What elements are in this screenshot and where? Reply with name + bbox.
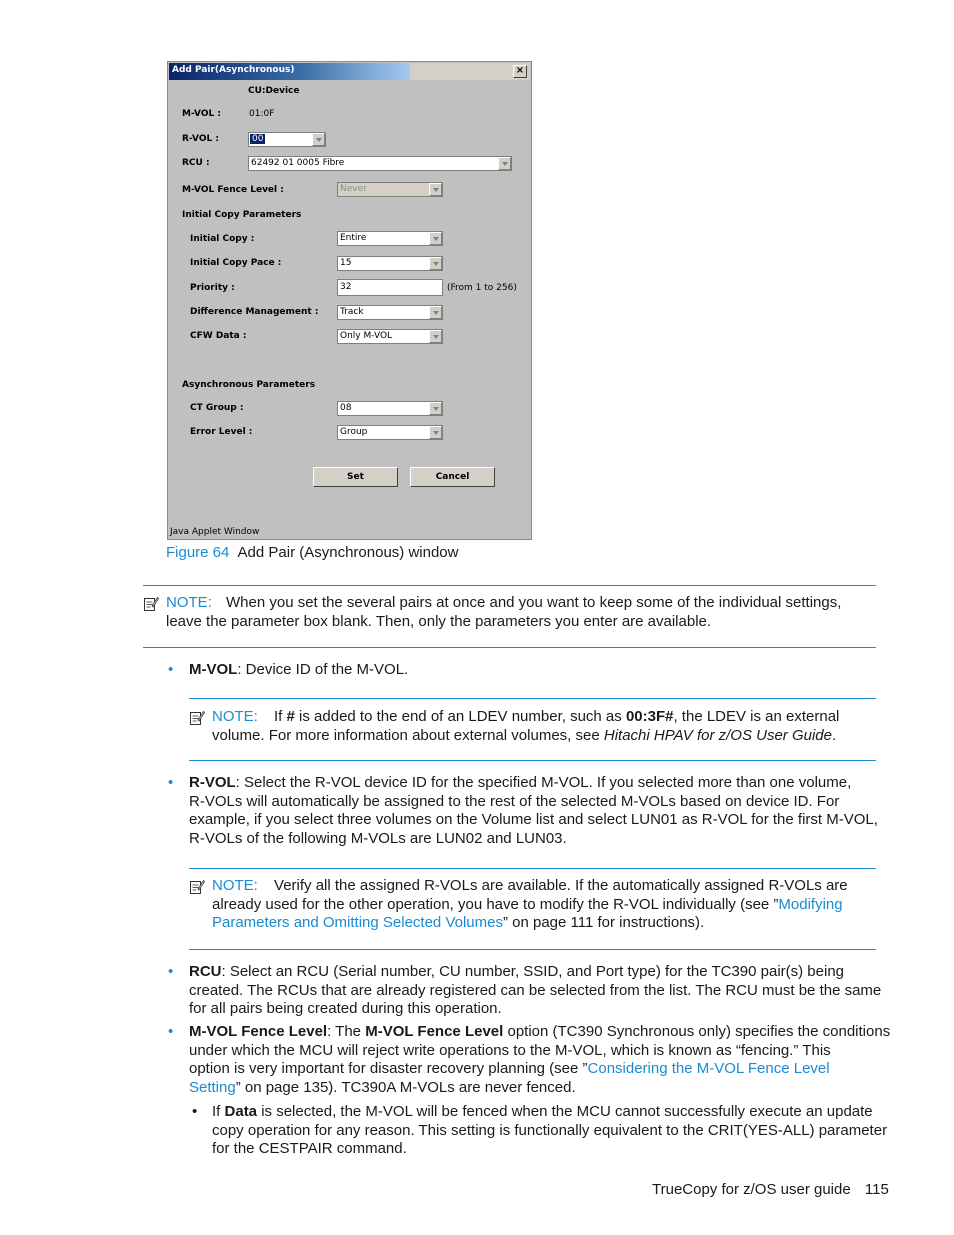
dialog-title: Add Pair(Asynchronous) xyxy=(172,65,295,75)
difference-management-select[interactable]: Track xyxy=(337,305,443,320)
fence-level-select[interactable]: Never xyxy=(337,182,443,197)
sub-bullet-glyph: • xyxy=(192,1103,198,1120)
initial-copy-label: Initial Copy : xyxy=(190,234,255,244)
cu-device-label: CU:Device xyxy=(248,86,300,96)
initial-copy-pace-select[interactable]: 15 xyxy=(337,256,443,271)
dialog-titlebar xyxy=(169,63,530,80)
ct-group-label: CT Group : xyxy=(190,403,244,413)
cfw-data-select[interactable]: Only M-VOL xyxy=(337,329,443,344)
mvol-label: M-VOL : xyxy=(182,109,221,119)
link-considering-fence-level-cont[interactable]: Setting xyxy=(189,1079,236,1097)
note-rule-top xyxy=(143,585,876,586)
bullet-glyph: • xyxy=(168,1023,174,1040)
list-item-rvol: R-VOL: Select the R-VOL device ID for the specified M-VOL. If you selected more than one volume, R-VOLs will automatically be assigned to the rest of the selected M-VOLs based on device ID. For example, if you select three volumes on the Volume list and select LUN01 as R-VOL for the first M-VOL, R-VOLs of the following M-VOLs are LUN02 and LUN03. xyxy=(189,774,878,848)
list-item-rcu: RCU: Select an RCU (Serial number, CU number, SSID, and Port type) for the TC390 pair(s) being created. The RCUs that are already registered can be selected from the list. The RCU must be the same for all pairs being created during this operation. xyxy=(189,963,882,1018)
note-label: NOTE: xyxy=(166,594,212,611)
initial-copy-pace-label: Initial Copy Pace : xyxy=(190,258,282,268)
note-rule-bottom xyxy=(143,647,876,648)
note-1: NOTE: When you set the several pairs at once and you want to keep some of the individual settings, leave the parameter box blank. Then, only the parameters you enter are available. xyxy=(166,594,842,630)
close-icon[interactable]: × xyxy=(513,65,527,78)
note-rule-top xyxy=(189,868,876,869)
initial-copy-select[interactable]: Entire xyxy=(337,231,443,246)
error-level-label: Error Level : xyxy=(190,427,253,437)
rvol-label: R-VOL : xyxy=(182,134,219,144)
error-level-select[interactable]: Group xyxy=(337,425,443,440)
chevron-down-icon[interactable] xyxy=(429,183,442,196)
note-icon xyxy=(143,596,159,612)
chevron-down-icon[interactable] xyxy=(498,157,511,170)
page-footer xyxy=(652,1181,889,1198)
add-pair-async-dialog xyxy=(167,61,532,540)
link-considering-fence-level[interactable]: Considering the M-VOL Fence Level xyxy=(587,1060,830,1078)
rcu-label: RCU : xyxy=(182,158,210,168)
mvol-value: 01:0F xyxy=(249,109,275,119)
initial-copy-params-heading: Initial Copy Parameters xyxy=(182,210,302,220)
note-icon xyxy=(189,879,205,895)
note-icon xyxy=(189,710,205,726)
difference-management-label: Difference Management : xyxy=(190,307,319,317)
set-button[interactable]: Set xyxy=(313,467,398,487)
chevron-down-icon[interactable] xyxy=(429,426,442,439)
page-number: 115 xyxy=(864,1181,889,1198)
footer-title: TrueCopy for z/OS user guide xyxy=(652,1181,851,1198)
rvol-select[interactable]: 00 xyxy=(248,132,326,147)
link-modifying-parameters[interactable]: Modifying xyxy=(778,895,843,913)
note-label: NOTE: xyxy=(212,877,258,894)
chevron-down-icon[interactable] xyxy=(429,257,442,270)
figure-label: Figure 64 xyxy=(166,544,230,561)
cfw-data-label: CFW Data : xyxy=(190,331,247,341)
priority-label: Priority : xyxy=(190,283,235,293)
list-item-mvol: M-VOL: Device ID of the M-VOL. xyxy=(189,661,409,678)
list-item-data: If Data is selected, the M-VOL will be fenced when the MCU cannot successfully execute an update copy operation for any reason. This setting is functionally equivalent to the CRIT(YES-ALL) parameter for the CESTPAIR command. xyxy=(212,1103,888,1158)
bullet-glyph: • xyxy=(168,963,174,980)
note-3: NOTE: Verify all the assigned R-VOLs are available. If the automatically assigned R-VOLs are already used for the other operation, you have to modify the R-VOL individually (see ”Modifying Parameters and Omitting Selected Volumes” on page 111 for instructions). xyxy=(212,877,848,932)
cancel-button[interactable]: Cancel xyxy=(410,467,495,487)
chevron-down-icon[interactable] xyxy=(429,306,442,319)
note-label: NOTE: xyxy=(212,708,258,725)
note-2: NOTE: If # is added to the end of an LDEV number, such as 00:3F#, the LDEV is an external volume. For more information about external volumes, see Hitachi HPAV for z/OS User Guide. xyxy=(212,708,840,744)
figure-caption-text: Add Pair (Asynchronous) window xyxy=(237,544,459,561)
chevron-down-icon[interactable] xyxy=(429,232,442,245)
priority-range-hint: (From 1 to 256) xyxy=(447,283,517,293)
async-params-heading: Asynchronous Parameters xyxy=(182,380,316,390)
list-item-fence-level: M-VOL Fence Level: The M-VOL Fence Level option (TC390 Synchronous only) specifies the conditions under which the MCU will reject write operations to the M-VOL, which is known as “fencing.” This option is very important for disaster recovery planning (see ”Considering the M-VOL Fence Level Setting” on page 135). TC390A M-VOLs are never fenced. xyxy=(189,1023,891,1097)
applet-status-bar: Java Applet Window xyxy=(170,527,260,537)
priority-input[interactable]: 32 xyxy=(337,279,443,296)
note-rule-bottom xyxy=(189,949,876,950)
rcu-select[interactable]: 62492 01 0005 Fibre xyxy=(248,156,512,171)
fence-level-label: M-VOL Fence Level : xyxy=(182,185,284,195)
chevron-down-icon[interactable] xyxy=(429,402,442,415)
note-rule-bottom xyxy=(189,760,876,761)
link-modifying-parameters-cont[interactable]: Parameters and Omitting Selected Volumes xyxy=(212,914,503,932)
note-rule-top xyxy=(189,698,876,699)
ct-group-select[interactable]: 08 xyxy=(337,401,443,416)
chevron-down-icon[interactable] xyxy=(429,330,442,343)
bullet-glyph: • xyxy=(168,774,174,791)
figure-caption xyxy=(166,544,458,561)
bullet-glyph: • xyxy=(168,661,174,678)
chevron-down-icon[interactable] xyxy=(312,133,325,146)
